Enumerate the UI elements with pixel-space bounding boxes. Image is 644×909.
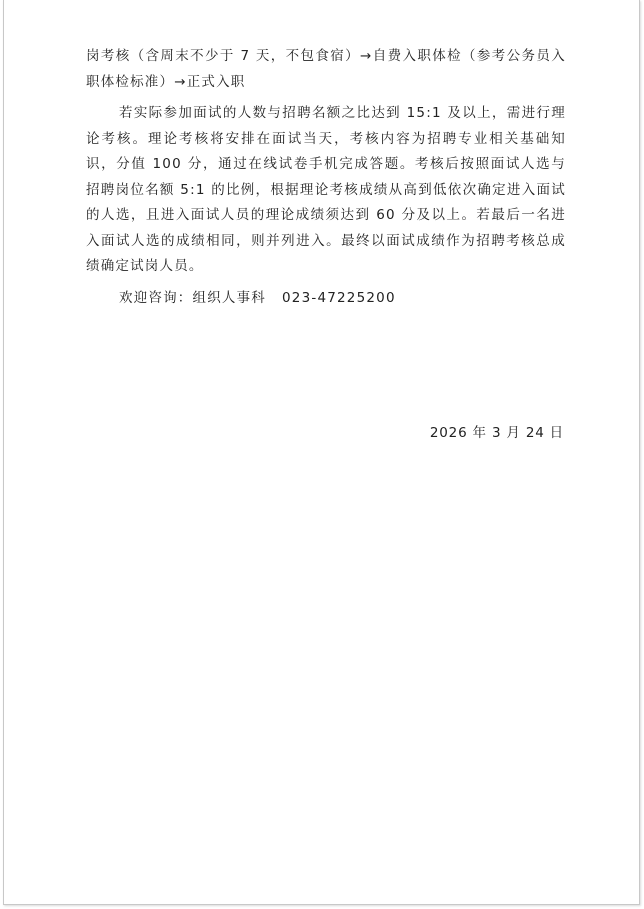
document-body (86, 44, 566, 317)
contact-phone: 023-47225200 (282, 289, 396, 306)
contact-label: 欢迎咨询：组织人事科 (119, 289, 266, 306)
contact-line (86, 286, 566, 312)
document-page (3, 0, 640, 905)
paragraph-hiring-flow: 岗考核（含周末不少于 7 天，不包食宿）→自费入职体检（参考公务员入职体检标准）→正式入职 (86, 48, 566, 90)
paragraph-theory-exam: 若实际参加面试的人数与招聘名额之比达到 15:1 及以上，需进行理论考核。理论考核将安排在面试当天，考核内容为招聘专业相关基础知识，分值 100 分，通过在线试卷手机完成答题。考核后按照面试人选与招聘岗位名额 5:1 的比例，根据理论考核成绩从高到低依次确定进入面试的人选，且进入面试人员的理论成绩须达到 60 分及以上。若最后一名进入面试人选的成绩相同，则并列进入。最终以面试成绩作为招聘考核总成绩确定试岗人员。 (86, 105, 566, 274)
document-date: 2026 年 3 月 24 日 (429, 425, 564, 441)
